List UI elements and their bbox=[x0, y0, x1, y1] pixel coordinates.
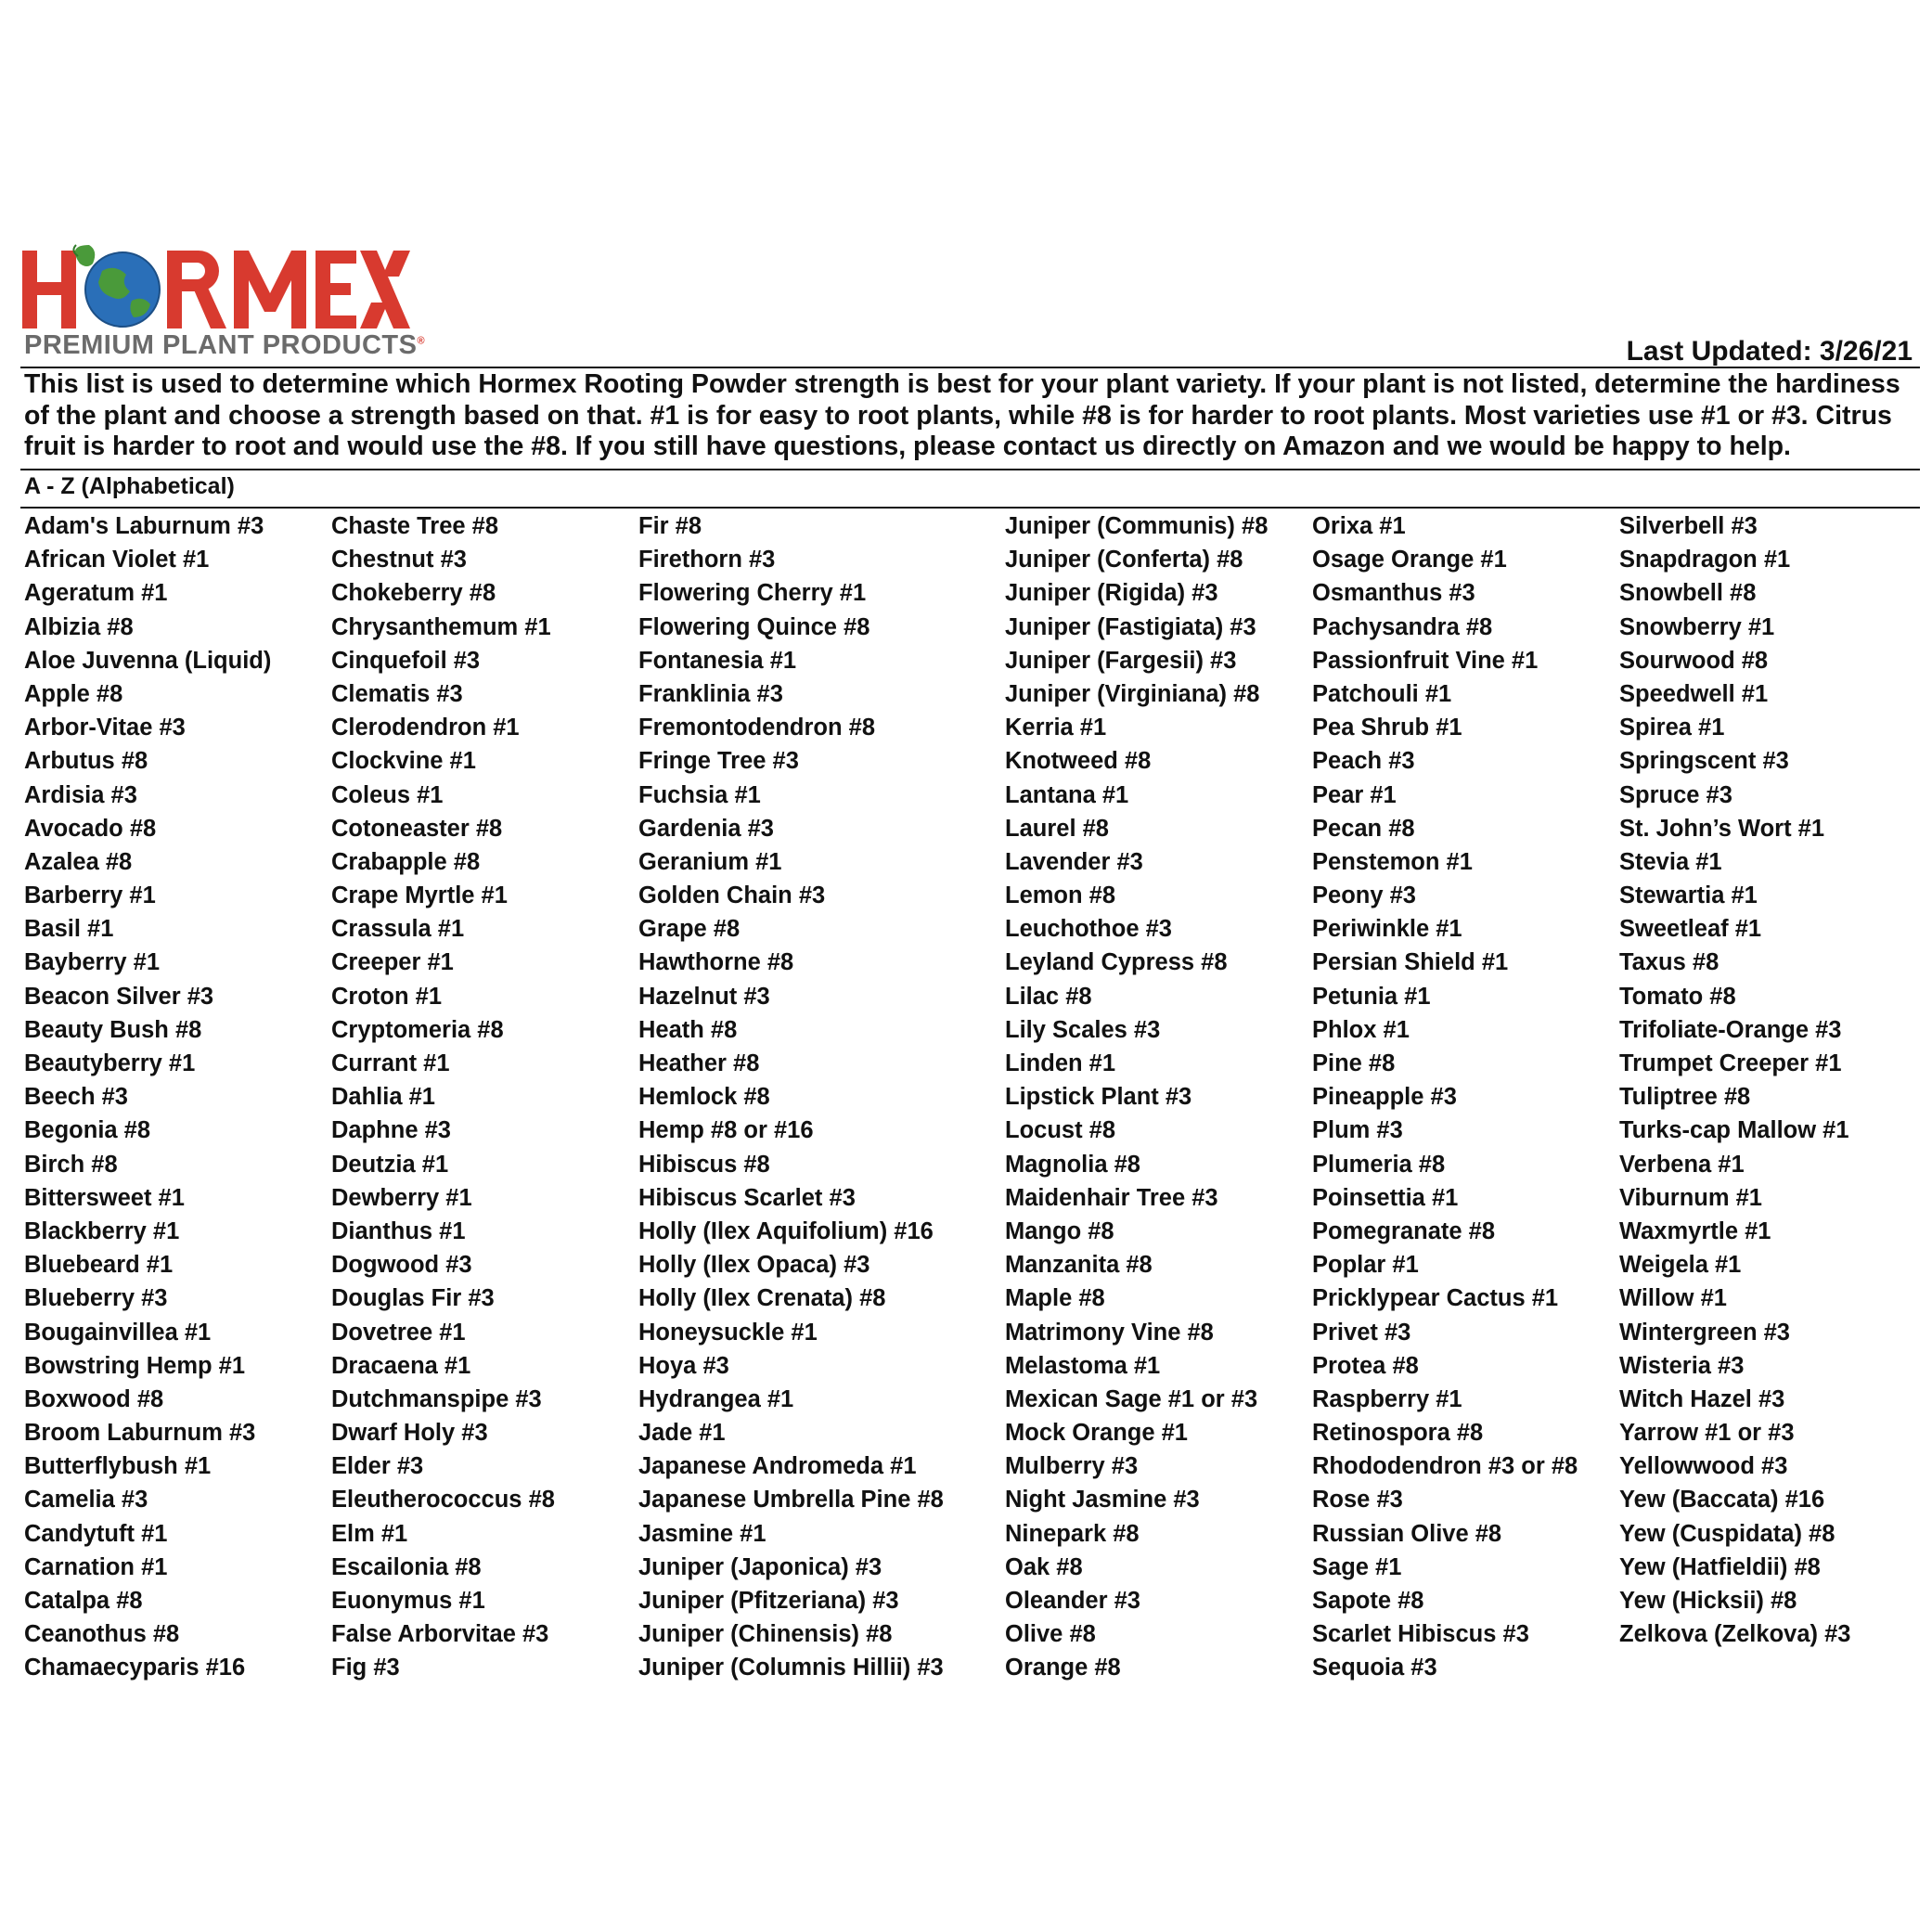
plant-entry: Scarlet Hibiscus #3 bbox=[1312, 1621, 1529, 1648]
plant-entry: Ninepark #8 bbox=[1005, 1520, 1140, 1547]
plant-entry: Passionfruit Vine #1 bbox=[1312, 647, 1539, 674]
plant-entry: Grape #8 bbox=[638, 916, 741, 943]
plant-entry: Rose #3 bbox=[1312, 1487, 1403, 1513]
plant-entry: Mock Orange #1 bbox=[1005, 1420, 1188, 1447]
plant-entry: Broom Laburnum #3 bbox=[24, 1420, 256, 1447]
plant-entry: Wintergreen #3 bbox=[1619, 1319, 1790, 1346]
plant-entry: Hazelnut #3 bbox=[638, 983, 770, 1010]
plant-entry: Plum #3 bbox=[1312, 1117, 1403, 1144]
plant-entry: Juniper (Chinensis) #8 bbox=[638, 1621, 893, 1648]
plant-entry: Birch #8 bbox=[24, 1151, 118, 1178]
plant-entry: Coleus #1 bbox=[331, 781, 444, 808]
plant-entry: Camelia #3 bbox=[24, 1487, 148, 1513]
plant-entry: Snowbell #8 bbox=[1619, 580, 1757, 607]
plant-entry: Bittersweet #1 bbox=[24, 1184, 185, 1211]
plant-entry: Dwarf Holy #3 bbox=[331, 1420, 488, 1447]
plant-entry: Firethorn #3 bbox=[638, 547, 776, 573]
plant-entry: Juniper (Rigida) #3 bbox=[1005, 580, 1218, 607]
plant-entry: Melastoma #1 bbox=[1005, 1352, 1161, 1379]
plant-entry: Catalpa #8 bbox=[24, 1588, 143, 1614]
plant-entry: Rhododendron #3 or #8 bbox=[1312, 1453, 1578, 1480]
plant-entry: Cinquefoil #3 bbox=[331, 647, 481, 674]
globe-icon bbox=[73, 245, 160, 327]
plant-entry: Clerodendron #1 bbox=[331, 715, 520, 741]
plant-entry: Juniper (Virginiana) #8 bbox=[1005, 680, 1260, 707]
plant-entry: Yew (Hicksii) #8 bbox=[1619, 1588, 1797, 1614]
plant-entry: Locust #8 bbox=[1005, 1117, 1116, 1144]
plant-entry: Dewberry #1 bbox=[331, 1184, 472, 1211]
plant-entry: Flowering Cherry #1 bbox=[638, 580, 867, 607]
plant-entry: Sapote #8 bbox=[1312, 1588, 1424, 1614]
brand-subtitle: PREMIUM PLANT PRODUCTS® bbox=[24, 330, 426, 360]
plant-entry: Tomato #8 bbox=[1619, 983, 1736, 1010]
plant-entry: Bluebeard #1 bbox=[24, 1252, 174, 1279]
plant-entry: Bowstring Hemp #1 bbox=[24, 1352, 246, 1379]
plant-entry: Oak #8 bbox=[1005, 1553, 1083, 1580]
plant-entry: Douglas Fir #3 bbox=[331, 1285, 495, 1312]
plant-entry: False Arborvitae #3 bbox=[331, 1621, 549, 1648]
plant-entry: Adam's Laburnum #3 bbox=[24, 513, 264, 539]
plant-entry: Japanese Andromeda #1 bbox=[638, 1453, 917, 1480]
plant-entry: Pricklypear Cactus #1 bbox=[1312, 1285, 1559, 1312]
plant-entry: Basil #1 bbox=[24, 916, 114, 943]
plant-entry: Sourwood #8 bbox=[1619, 647, 1769, 674]
plant-entry: Juniper (Japonica) #3 bbox=[638, 1553, 882, 1580]
plant-entry: Chokeberry #8 bbox=[331, 580, 496, 607]
plant-entry: Dahlia #1 bbox=[331, 1084, 435, 1111]
plant-entry: Yew (Hatfieldii) #8 bbox=[1619, 1553, 1821, 1580]
plant-entry: Boxwood #8 bbox=[24, 1385, 164, 1412]
plant-entry: Blueberry #3 bbox=[24, 1285, 168, 1312]
plant-column-3 bbox=[638, 509, 944, 1685]
plant-entry: Maidenhair Tree #3 bbox=[1005, 1184, 1218, 1211]
plant-entry: Dianthus #1 bbox=[331, 1217, 466, 1244]
plant-entry: Pine #8 bbox=[1312, 1050, 1396, 1076]
plant-entry: Privet #3 bbox=[1312, 1319, 1411, 1346]
plant-entry: Osmanthus #3 bbox=[1312, 580, 1475, 607]
plant-entry: Daphne #3 bbox=[331, 1117, 451, 1144]
divider-bottom bbox=[20, 507, 1920, 509]
plant-entry: Ceanothus #8 bbox=[24, 1621, 180, 1648]
plant-entry: Yellowwood #3 bbox=[1619, 1453, 1788, 1480]
plant-entry: Chamaecyparis #16 bbox=[24, 1655, 246, 1681]
plant-entry: Wisteria #3 bbox=[1619, 1352, 1745, 1379]
plant-entry: Verbena #1 bbox=[1619, 1151, 1745, 1178]
plant-entry: Spruce #3 bbox=[1619, 781, 1732, 808]
plant-entry: Springscent #3 bbox=[1619, 748, 1789, 775]
plant-entry: Barberry #1 bbox=[24, 882, 156, 909]
plant-entry: Phlox #1 bbox=[1312, 1016, 1410, 1043]
plant-entry: Hawthorne #8 bbox=[638, 949, 794, 976]
intro-paragraph: This list is used to determine which Hormex Rooting Powder strength is best for your plant variety. If your plant is not listed, determine the hardiness of the plant and choose a strength based on that. #1 is for easy to root plants, while #8 is for harder to root plants. Most varieties use #1 or #3. Citrus fruit is harder to root and would use the #8. If you still have questions, please contact us directly on Amazon and we would be happy to help. bbox=[24, 369, 1900, 461]
plant-entry: Clockvine #1 bbox=[331, 748, 476, 775]
plant-column-2 bbox=[331, 509, 555, 1685]
plant-entry: Hemlock #8 bbox=[638, 1084, 770, 1111]
section-title: A - Z (Alphabetical) bbox=[24, 473, 235, 499]
plant-entry: Candytuft #1 bbox=[24, 1520, 168, 1547]
plant-entry: Yarrow #1 or #3 bbox=[1619, 1420, 1795, 1447]
plant-entry: Juniper (Pfitzeriana) #3 bbox=[638, 1588, 899, 1614]
plant-entry: Pea Shrub #1 bbox=[1312, 715, 1462, 741]
plant-entry: Weigela #1 bbox=[1619, 1252, 1742, 1279]
plant-entry: Dracaena #1 bbox=[331, 1352, 471, 1379]
plant-entry: Lantana #1 bbox=[1005, 781, 1129, 808]
plant-entry: Hibiscus #8 bbox=[638, 1151, 770, 1178]
registered-mark: ® bbox=[417, 335, 426, 347]
plant-entry: Dutchmanspipe #3 bbox=[331, 1385, 542, 1412]
plant-entry: Jade #1 bbox=[638, 1420, 726, 1447]
plant-entry: Pomegranate #8 bbox=[1312, 1217, 1496, 1244]
plant-entry: Deutzia #1 bbox=[331, 1151, 449, 1178]
plant-entry: Croton #1 bbox=[331, 983, 443, 1010]
plant-entry: Japanese Umbrella Pine #8 bbox=[638, 1487, 944, 1513]
plant-entry: Speedwell #1 bbox=[1619, 680, 1769, 707]
plant-entry: Avocado #8 bbox=[24, 815, 157, 842]
plant-entry: Peach #3 bbox=[1312, 748, 1415, 775]
plant-entry: Hoya #3 bbox=[638, 1352, 729, 1379]
plant-entry: Trumpet Creeper #1 bbox=[1619, 1050, 1842, 1076]
plant-entry: Elder #3 bbox=[331, 1453, 424, 1480]
plant-entry: Elm #1 bbox=[331, 1520, 408, 1547]
plant-list bbox=[0, 509, 1932, 1697]
plant-entry: Butterflybush #1 bbox=[24, 1453, 212, 1480]
plant-entry: Willow #1 bbox=[1619, 1285, 1727, 1312]
plant-entry: Fremontodendron #8 bbox=[638, 715, 876, 741]
plant-entry: Beacon Silver #3 bbox=[24, 983, 214, 1010]
plant-entry: Chaste Tree #8 bbox=[331, 513, 499, 539]
plant-entry: Patchouli #1 bbox=[1312, 680, 1452, 707]
plant-column-6 bbox=[1619, 509, 1850, 1651]
plant-entry: Leyland Cypress #8 bbox=[1005, 949, 1228, 976]
divider-top bbox=[20, 367, 1920, 368]
plant-entry: Witch Hazel #3 bbox=[1619, 1385, 1785, 1412]
plant-entry: Eleutherococcus #8 bbox=[331, 1487, 555, 1513]
plant-entry: Sequoia #3 bbox=[1312, 1655, 1437, 1681]
plant-entry: Fuchsia #1 bbox=[638, 781, 761, 808]
plant-entry: Arbutus #8 bbox=[24, 748, 148, 775]
plant-entry: Orange #8 bbox=[1005, 1655, 1121, 1681]
plant-entry: Lipstick Plant #3 bbox=[1005, 1084, 1192, 1111]
plant-entry: Beautyberry #1 bbox=[24, 1050, 196, 1076]
plant-entry: Beauty Bush #8 bbox=[24, 1016, 202, 1043]
plant-entry: Fig #3 bbox=[331, 1655, 400, 1681]
plant-entry: Blackberry #1 bbox=[24, 1217, 180, 1244]
plant-entry: Fontanesia #1 bbox=[638, 647, 797, 674]
plant-entry: Zelkova (Zelkova) #3 bbox=[1619, 1621, 1851, 1648]
plant-entry: Juniper (Communis) #8 bbox=[1005, 513, 1269, 539]
plant-entry: Matrimony Vine #8 bbox=[1005, 1319, 1214, 1346]
plant-entry: Mango #8 bbox=[1005, 1217, 1114, 1244]
plant-entry: Periwinkle #1 bbox=[1312, 916, 1462, 943]
plant-entry: Hemp #8 or #16 bbox=[638, 1117, 814, 1144]
plant-entry: Beech #3 bbox=[24, 1084, 128, 1111]
plant-entry: Pineapple #3 bbox=[1312, 1084, 1457, 1111]
plant-entry: Olive #8 bbox=[1005, 1621, 1096, 1648]
plant-entry: Linden #1 bbox=[1005, 1050, 1116, 1076]
plant-entry: Night Jasmine #3 bbox=[1005, 1487, 1200, 1513]
plant-entry: Stevia #1 bbox=[1619, 848, 1722, 875]
plant-entry: Stewartia #1 bbox=[1619, 882, 1758, 909]
plant-entry: Cryptomeria #8 bbox=[331, 1016, 504, 1043]
plant-entry: Fringe Tree #3 bbox=[638, 748, 799, 775]
plant-entry: Oleander #3 bbox=[1005, 1588, 1140, 1614]
plant-entry: Poinsettia #1 bbox=[1312, 1184, 1459, 1211]
plant-entry: Taxus #8 bbox=[1619, 949, 1719, 976]
plant-entry: Sweetleaf #1 bbox=[1619, 916, 1762, 943]
plant-entry: Trifoliate-Orange #3 bbox=[1619, 1016, 1842, 1043]
plant-entry: Pachysandra #8 bbox=[1312, 613, 1493, 640]
plant-entry: Maple #8 bbox=[1005, 1285, 1105, 1312]
plant-entry: Golden Chain #3 bbox=[638, 882, 826, 909]
plant-entry: Hibiscus Scarlet #3 bbox=[638, 1184, 856, 1211]
plant-entry: Currant #1 bbox=[331, 1050, 450, 1076]
plant-entry: Pecan #8 bbox=[1312, 815, 1415, 842]
plant-entry: Mexican Sage #1 or #3 bbox=[1005, 1385, 1258, 1412]
divider-middle bbox=[20, 469, 1920, 470]
last-updated: Last Updated: 3/26/21 bbox=[1626, 336, 1913, 367]
plant-entry: Chestnut #3 bbox=[331, 547, 467, 573]
plant-entry: Plumeria #8 bbox=[1312, 1151, 1446, 1178]
plant-entry: Snapdragon #1 bbox=[1619, 547, 1791, 573]
header bbox=[22, 243, 1920, 367]
plant-entry: Geranium #1 bbox=[638, 848, 782, 875]
plant-entry: Lily Scales #3 bbox=[1005, 1016, 1161, 1043]
plant-entry: Euonymus #1 bbox=[331, 1588, 485, 1614]
plant-entry: Lilac #8 bbox=[1005, 983, 1092, 1010]
plant-entry: Juniper (Fargesii) #3 bbox=[1005, 647, 1237, 674]
plant-entry: Dogwood #3 bbox=[331, 1252, 472, 1279]
plant-entry: Ardisia #3 bbox=[24, 781, 137, 808]
plant-entry: Petunia #1 bbox=[1312, 983, 1431, 1010]
plant-entry: Viburnum #1 bbox=[1619, 1184, 1762, 1211]
plant-entry: Protea #8 bbox=[1312, 1352, 1419, 1379]
plant-entry: Juniper (Columnis Hillii) #3 bbox=[638, 1655, 944, 1681]
plant-entry: Begonia #8 bbox=[24, 1117, 151, 1144]
plant-entry: Poplar #1 bbox=[1312, 1252, 1419, 1279]
plant-entry: Lemon #8 bbox=[1005, 882, 1116, 909]
plant-entry: Pear #1 bbox=[1312, 781, 1397, 808]
plant-entry: Kerria #1 bbox=[1005, 715, 1107, 741]
plant-entry: Holly (Ilex Opaca) #3 bbox=[638, 1252, 870, 1279]
plant-entry: Spirea #1 bbox=[1619, 715, 1725, 741]
plant-entry: Tuliptree #8 bbox=[1619, 1084, 1751, 1111]
plant-entry: Juniper (Conferta) #8 bbox=[1005, 547, 1243, 573]
plant-entry: Dovetree #1 bbox=[331, 1319, 466, 1346]
plant-entry: African Violet #1 bbox=[24, 547, 210, 573]
plant-entry: Flowering Quince #8 bbox=[638, 613, 870, 640]
plant-entry: Ageratum #1 bbox=[24, 580, 168, 607]
plant-entry: Juniper (Fastigiata) #3 bbox=[1005, 613, 1256, 640]
plant-entry: Clematis #3 bbox=[331, 680, 463, 707]
plant-entry: Apple #8 bbox=[24, 680, 123, 707]
plant-entry: Persian Shield #1 bbox=[1312, 949, 1509, 976]
plant-entry: Turks-cap Mallow #1 bbox=[1619, 1117, 1849, 1144]
plant-entry: Crabapple #8 bbox=[331, 848, 481, 875]
plant-entry: Heath #8 bbox=[638, 1016, 738, 1043]
plant-entry: Waxmyrtle #1 bbox=[1619, 1217, 1771, 1244]
plant-entry: Fir #8 bbox=[638, 513, 702, 539]
plant-entry: Aloe Juvenna (Liquid) bbox=[24, 647, 272, 674]
plant-entry: Yew (Baccata) #16 bbox=[1619, 1487, 1825, 1513]
plant-entry: Leuchothoe #3 bbox=[1005, 916, 1172, 943]
plant-entry: Jasmine #1 bbox=[638, 1520, 766, 1547]
plant-entry: Arbor-Vitae #3 bbox=[24, 715, 186, 741]
plant-entry: Retinospora #8 bbox=[1312, 1420, 1484, 1447]
plant-entry: Laurel #8 bbox=[1005, 815, 1109, 842]
plant-entry: Chrysanthemum #1 bbox=[331, 613, 551, 640]
plant-entry: Hydrangea #1 bbox=[638, 1385, 794, 1412]
plant-entry: Honeysuckle #1 bbox=[638, 1319, 818, 1346]
plant-entry: Albizia #8 bbox=[24, 613, 134, 640]
plant-entry: Magnolia #8 bbox=[1005, 1151, 1140, 1178]
plant-entry: Lavender #3 bbox=[1005, 848, 1143, 875]
plant-entry: Carnation #1 bbox=[24, 1553, 168, 1580]
hormex-logo-mark bbox=[22, 243, 412, 332]
plant-entry: Russian Olive #8 bbox=[1312, 1520, 1502, 1547]
plant-entry: Holly (Ilex Crenata) #8 bbox=[638, 1285, 886, 1312]
plant-entry: Mulberry #3 bbox=[1005, 1453, 1139, 1480]
plant-entry: Knotweed #8 bbox=[1005, 748, 1152, 775]
plant-entry: Silverbell #3 bbox=[1619, 513, 1758, 539]
plant-entry: St. John’s Wort #1 bbox=[1619, 815, 1825, 842]
plant-entry: Crassula #1 bbox=[331, 916, 465, 943]
plant-entry: Sage #1 bbox=[1312, 1553, 1402, 1580]
plant-entry: Peony #3 bbox=[1312, 882, 1416, 909]
plant-entry: Heather #8 bbox=[638, 1050, 760, 1076]
plant-entry: Orixa #1 bbox=[1312, 513, 1406, 539]
plant-entry: Azalea #8 bbox=[24, 848, 133, 875]
plant-entry: Franklinia #3 bbox=[638, 680, 783, 707]
hormex-logo bbox=[22, 243, 426, 366]
plant-column-1 bbox=[24, 509, 271, 1685]
plant-entry: Yew (Cuspidata) #8 bbox=[1619, 1520, 1835, 1547]
plant-entry: Crape Myrtle #1 bbox=[331, 882, 508, 909]
plant-entry: Raspberry #1 bbox=[1312, 1385, 1462, 1412]
plant-entry: Escailonia #8 bbox=[331, 1553, 482, 1580]
plant-entry: Bayberry #1 bbox=[24, 949, 161, 976]
plant-entry: Snowberry #1 bbox=[1619, 613, 1775, 640]
plant-column-5 bbox=[1312, 509, 1578, 1685]
plant-entry: Bougainvillea #1 bbox=[24, 1319, 212, 1346]
plant-entry: Osage Orange #1 bbox=[1312, 547, 1507, 573]
plant-entry: Manzanita #8 bbox=[1005, 1252, 1153, 1279]
plant-column-4 bbox=[1005, 509, 1268, 1685]
plant-entry: Gardenia #3 bbox=[638, 815, 774, 842]
plant-entry: Holly (Ilex Aquifolium) #16 bbox=[638, 1217, 934, 1244]
plant-entry: Cotoneaster #8 bbox=[331, 815, 503, 842]
plant-entry: Creeper #1 bbox=[331, 949, 454, 976]
plant-entry: Penstemon #1 bbox=[1312, 848, 1473, 875]
